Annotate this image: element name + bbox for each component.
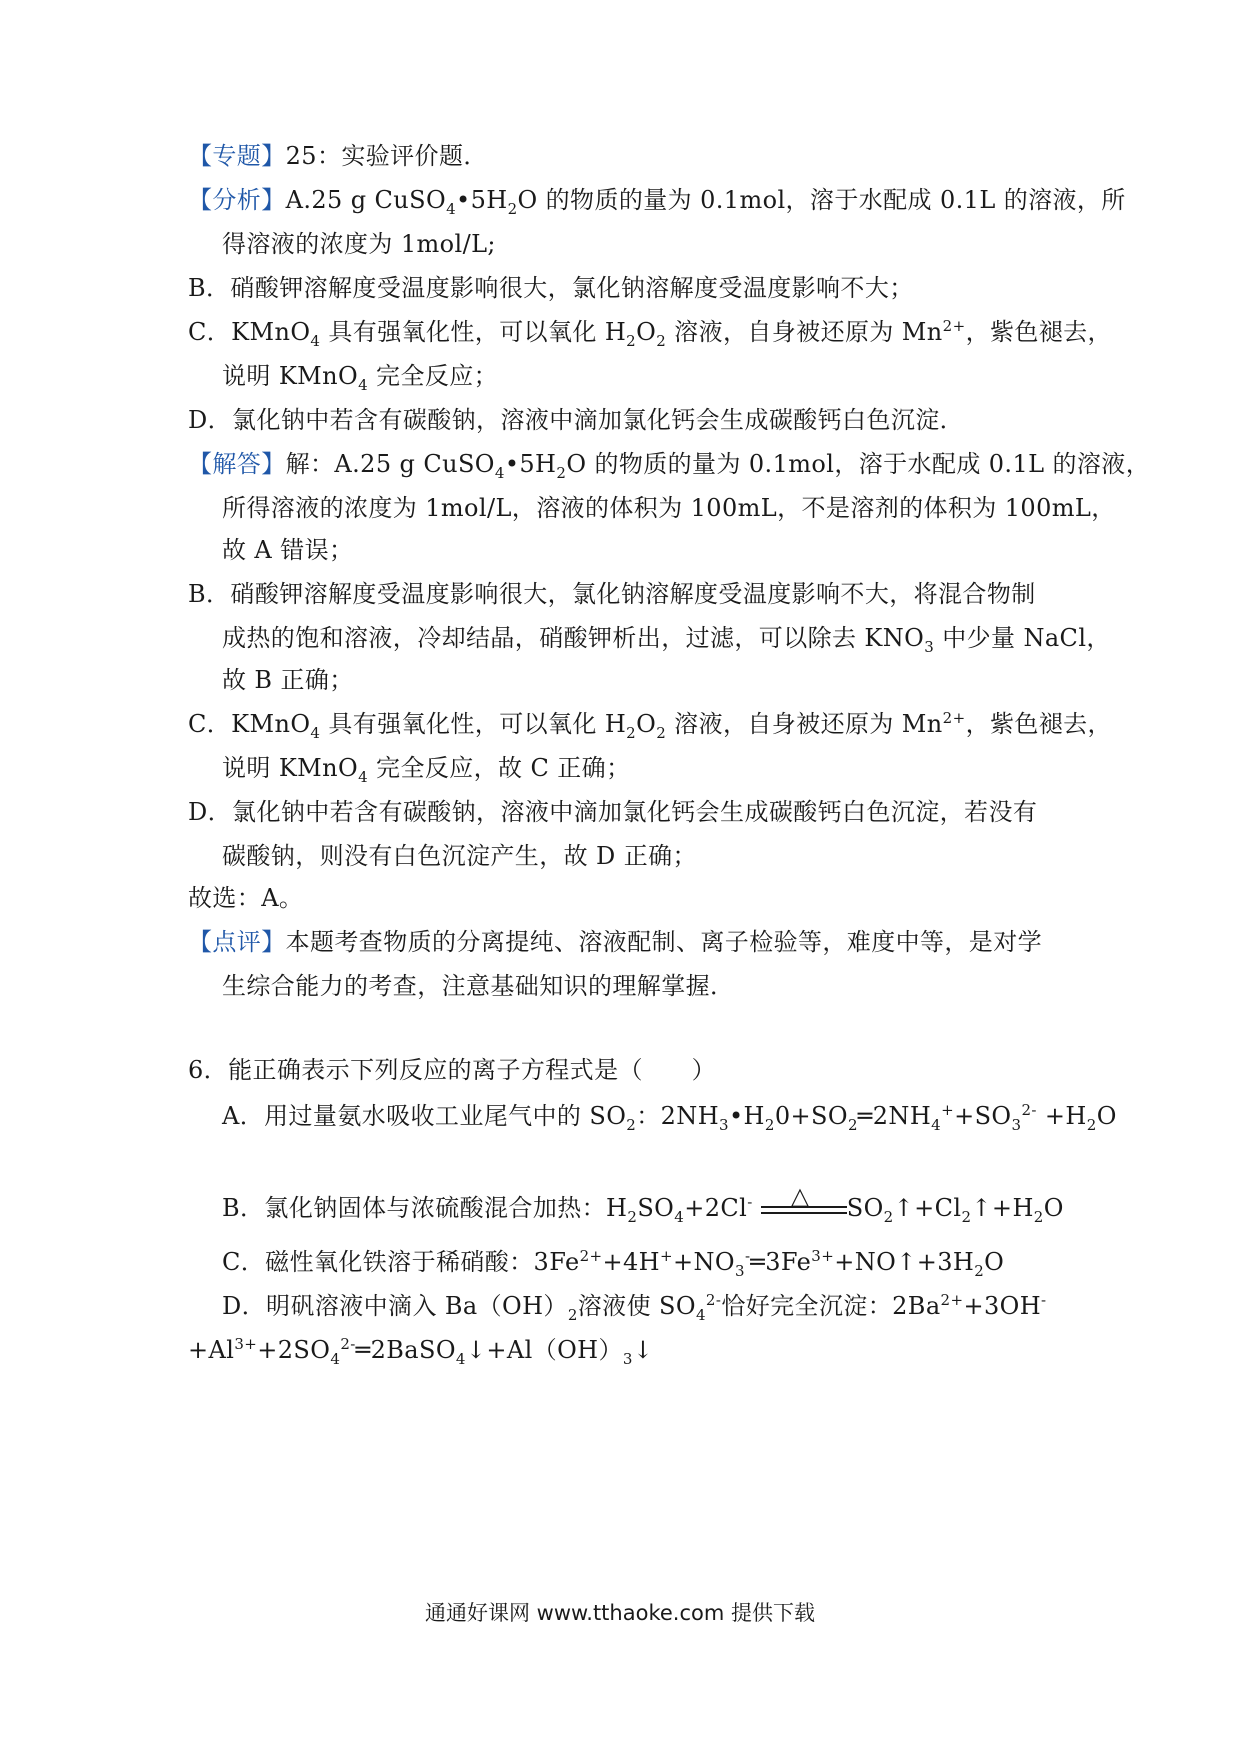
answer-c-text: O <box>636 710 657 738</box>
sub: 2 <box>656 331 667 350</box>
analysis-c-text: 具有强氧化性，可以氧化 H <box>320 318 627 346</box>
answer-b-line1: B．硝酸钾溶解度受温度影响很大，氯化钠溶解度受温度影响不大，将混合物制 <box>188 580 1036 608</box>
option-d-text: ═2BaSO <box>355 1336 456 1364</box>
answer-b-line2 <box>222 618 1111 658</box>
sub: 4 <box>330 1349 341 1368</box>
sub: 2 <box>626 1115 637 1134</box>
sub: 4 <box>494 463 505 482</box>
answer-a-text: •5H <box>504 450 557 478</box>
sub: 3 <box>924 637 935 656</box>
sub: 2 <box>961 1207 972 1226</box>
question-6-option-a <box>222 1096 1117 1136</box>
sub: 4 <box>310 723 321 742</box>
sub: 3 <box>1011 1115 1022 1134</box>
option-d-text: +2SO <box>257 1336 331 1364</box>
sub: 3 <box>719 1115 729 1134</box>
sub: 2 <box>626 723 637 742</box>
answer-a-line2: 所得溶液的浓度为 1mol/L，溶液的体积为 100mL，不是溶剂的体积为 100mL， <box>222 494 1116 522</box>
sub: 3 <box>622 1349 633 1368</box>
question-6-option-c <box>222 1242 1004 1282</box>
analysis-c-text: 说明 KMnO <box>222 362 359 390</box>
option-c-text: +4H <box>602 1248 661 1276</box>
option-b-text: +2Cl <box>684 1194 748 1222</box>
sub: 2 <box>1086 1115 1097 1134</box>
analysis-a-text: A.25 g CuSO <box>285 186 447 214</box>
analysis-c-line <box>188 312 1112 352</box>
sup: 2- <box>705 1291 722 1309</box>
answer-c-text: ，紫色褪去， <box>965 710 1112 738</box>
answer-c-text: 说明 KMnO <box>222 754 359 782</box>
sub: 2 <box>974 1261 985 1280</box>
topic-tag: 【专题】 <box>188 142 286 170</box>
sub: 4 <box>446 199 457 218</box>
comment-text: 本题考查物质的分离提纯、溶液配制、离子检验等，难度中等，是对学 <box>285 928 1043 956</box>
delta-icon: △ <box>790 1181 810 1210</box>
option-b-text: SO <box>846 1194 884 1222</box>
option-d-text: 溶液使 SO <box>577 1292 696 1320</box>
option-b-text: B．氯化钠固体与浓硫酸混合加热：H <box>222 1194 628 1222</box>
question-6-stem: 6．能正确表示下列反应的离子方程式是（ ） <box>188 1056 717 1084</box>
sup: - <box>747 1193 753 1211</box>
analysis-c-text: 完全反应； <box>368 362 499 390</box>
sub: 2 <box>883 1207 894 1226</box>
option-c-text: ═3Fe <box>750 1248 812 1276</box>
answer-tag: 【解答】 <box>188 450 286 478</box>
sub: 2 <box>567 1305 578 1324</box>
analysis-c-line2 <box>222 356 498 396</box>
sup: 2+ <box>940 1291 964 1309</box>
option-c-text: +NO↑+3H <box>834 1248 975 1276</box>
sub: 4 <box>455 1349 466 1368</box>
sup: 3+ <box>234 1335 258 1353</box>
option-d-text: +Al <box>188 1336 235 1364</box>
comment-tag: 【点评】 <box>188 928 286 956</box>
option-a-text: A．用过量氨水吸收工业尾气中的 SO <box>222 1102 627 1130</box>
analysis-c-text: C．KMnO <box>188 318 311 346</box>
answer-d-line1: D．氯化钠中若含有碳酸钠，溶液中滴加氯化钙会生成碳酸钙白色沉淀，若没有 <box>188 798 1038 826</box>
topic-text: 25：实验评价题． <box>285 142 488 170</box>
question-6-option-b <box>222 1181 1064 1228</box>
analysis-c-text: ，紫色褪去， <box>965 318 1112 346</box>
option-d-text: 恰好完全沉淀：2Ba <box>721 1292 941 1320</box>
sup: 3+ <box>811 1247 835 1265</box>
analysis-d-line: D．氯化钠中若含有碳酸钠，溶液中滴加氯化钙会生成碳酸钙白色沉淀． <box>188 406 965 434</box>
sup: 2+ <box>579 1247 603 1265</box>
heating-equals-sign <box>761 1181 847 1222</box>
analysis-a-line2: 得溶液的浓度为 1mol/L; <box>222 230 496 258</box>
sup: 2- <box>340 1335 356 1353</box>
question-6-option-d-line2 <box>188 1330 653 1370</box>
option-a-text: +H <box>1036 1102 1087 1130</box>
answer-d-line2: 碳酸钠，则没有白色沉淀产生，故 D 正确； <box>222 842 697 870</box>
option-a-text: +SO <box>954 1102 1012 1130</box>
sub: 2 <box>626 331 637 350</box>
option-d-text: ↓ <box>632 1336 654 1364</box>
answer-c-line <box>188 704 1112 744</box>
answer-b-text: 成热的饱和溶液，冷却结晶，硝酸钾析出，过滤，可以除去 KNO <box>222 624 925 652</box>
option-b-text: ↑+Cl <box>893 1194 962 1222</box>
sub: 4 <box>674 1207 685 1226</box>
comment-line2: 生综合能力的考查，注意基础知识的理解掌握． <box>222 972 735 1000</box>
answer-a-text: O 的物质的量为 0.1mol，溶于水配成 0.1L 的溶液， <box>566 450 1151 478</box>
option-b-text: SO <box>637 1194 675 1222</box>
answer-a-line3: 故 A 错误； <box>222 536 354 564</box>
answer-b-line3: 故 B 正确； <box>222 666 354 694</box>
sub: 2 <box>627 1207 638 1226</box>
answer-c-text: C．KMnO <box>188 710 311 738</box>
analysis-c-text: 溶液，自身被还原为 Mn <box>666 318 943 346</box>
option-c-text: C．磁性氧化铁溶于稀硝酸：3Fe <box>222 1248 580 1276</box>
option-d-text: +3OH <box>963 1292 1042 1320</box>
comment-line1 <box>188 922 1042 962</box>
option-a-text: ：2NH <box>636 1102 720 1130</box>
analysis-b-line: B．硝酸钾溶解度受温度影响很大，氯化钠溶解度受温度影响不大； <box>188 274 914 302</box>
sub: 4 <box>931 1115 942 1134</box>
answer-a-line <box>188 444 1150 484</box>
option-a-text: ═2NH <box>857 1102 932 1130</box>
option-a-text: •H <box>729 1102 765 1130</box>
sup: - <box>744 1247 751 1265</box>
sup: 2+ <box>942 317 966 335</box>
sub: 4 <box>695 1305 706 1324</box>
sup: 2+ <box>942 709 966 727</box>
analysis-a-text: O 的物质的量为 0.1mol，溶于水配成 0.1L 的溶液，所 <box>517 186 1126 214</box>
sub: 4 <box>358 767 369 786</box>
analysis-a-text: •5H <box>456 186 508 214</box>
option-b-text: ↑+H <box>971 1194 1034 1222</box>
answer-choice: 故选：A。 <box>188 884 304 912</box>
sub: 2 <box>764 1115 775 1134</box>
option-c-text: +NO <box>672 1248 735 1276</box>
sub: 2 <box>507 199 518 218</box>
sup: 2- <box>1021 1101 1037 1119</box>
answer-b-text: 中少量 NaCl， <box>934 624 1111 652</box>
sup: + <box>941 1101 955 1119</box>
option-a-text: 0+SO <box>774 1102 848 1130</box>
answer-c-text: 溶液，自身被还原为 Mn <box>666 710 943 738</box>
option-c-text: O <box>984 1248 1005 1276</box>
answer-a-text: 解：A.25 g CuSO <box>285 450 495 478</box>
option-a-text: O <box>1096 1102 1117 1130</box>
option-d-text: ↓+Al（OH） <box>465 1336 623 1364</box>
analysis-tag: 【分析】 <box>188 186 286 214</box>
analysis-a-line <box>188 180 1126 220</box>
sub: 4 <box>310 331 321 350</box>
analysis-c-text: O <box>636 318 657 346</box>
answer-c-text: 完全反应，故 C 正确； <box>368 754 631 782</box>
question-6-option-d <box>222 1286 1047 1326</box>
footer-watermark: 通通好课网 www.tthaoke.com 提供下载 <box>425 1601 815 1625</box>
sub: 2 <box>847 1115 858 1134</box>
sup: - <box>1041 1291 1047 1309</box>
sub: 3 <box>734 1261 745 1280</box>
sub: 4 <box>358 375 369 394</box>
sub: 2 <box>656 723 667 742</box>
option-b-text: O <box>1043 1194 1064 1222</box>
sub: 2 <box>1033 1207 1044 1226</box>
sub: 2 <box>556 463 567 482</box>
option-d-text: D．明矾溶液中滴入 Ba（OH） <box>222 1292 568 1320</box>
answer-c-text: 具有强氧化性，可以氧化 H <box>320 710 627 738</box>
answer-c-line2 <box>222 748 630 788</box>
topic-line <box>188 136 488 176</box>
sup: + <box>660 1247 673 1265</box>
